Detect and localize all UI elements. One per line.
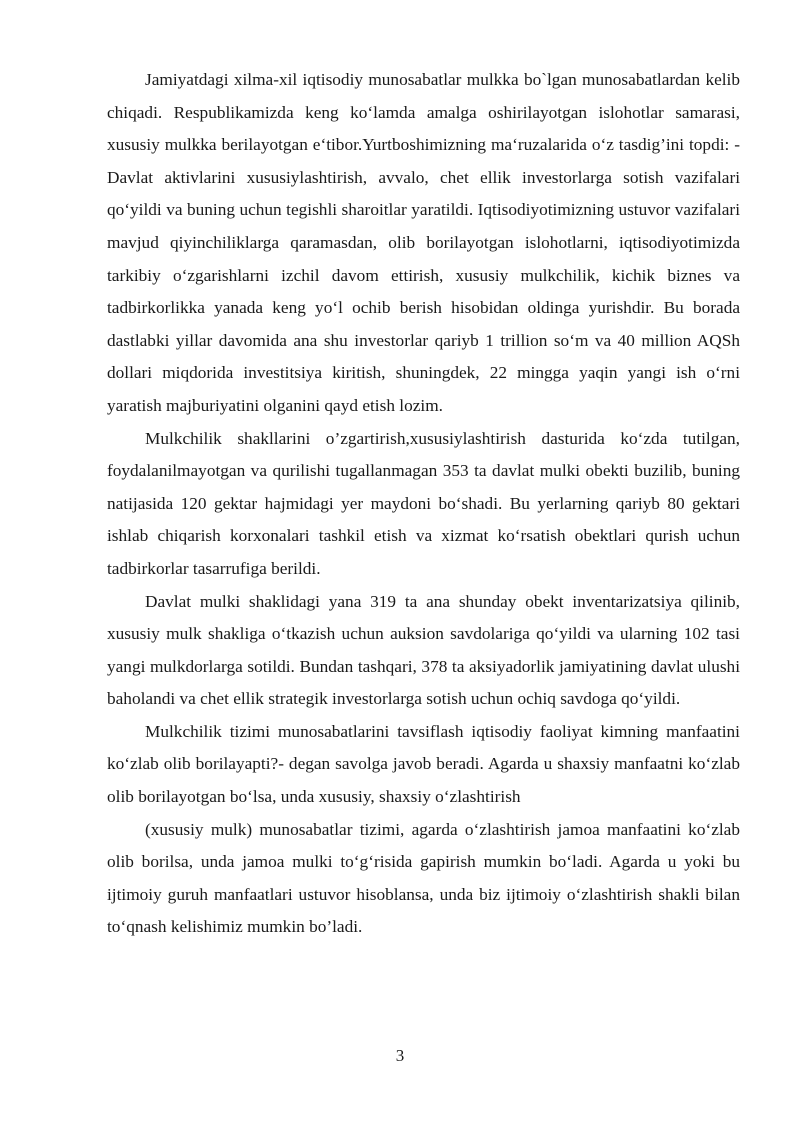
- page-number: 3: [395, 1046, 405, 1065]
- paragraph-5: (xususiy mulk) munosabatlar tizimi, agarda o‘zlashtirish jamoa manfaatini ko‘zlab olib borilsa, unda jamoa mulki to‘g‘risida gapirish mumkin bo‘ladi. Agarda u yoki bu ijtimoiy guruh manfaatlari ustuvor hisoblansa, unda biz ijtimoiy o‘zlashtirish shakli bilan to‘qnash kelishimiz mumkin bo’ladi.: [107, 819, 740, 937]
- paragraph-3: Davlat mulki shaklidagi yana 319 ta ana shunday obekt inventarizatsiya qilinib, xususiy mulk shakliga o‘tkazish uchun auksion savdolariga qo‘yildi va ularning 102 tasi yangi mulkdorlarga sotildi. Bundan tashqari, 378 ta aksiyadorlik jamiyatining davlat ulushi baholandi va chet ellik strategik investorlarga sotish uchun ochiq savdoga qo‘yildi.: [107, 591, 740, 709]
- paragraph-2: Mulkchilik shakllarini o’zgartirish,xususiylashtirish dasturida ko‘zda tutilgan, foydalanilmayotgan va qurilishi tugallanmagan 353 ta davlat mulki obekti buzilib, buning natijasida 120 gektar hajmidagi yer maydoni bo‘shadi. Bu yerlarning qariyb 80 gektari ishlab chiqarish korxonalari tashkil etish va xizmat ko‘rsatish obektlari qurish uchun tadbirkorlar tasarrufiga berildi.: [107, 428, 740, 578]
- document-page: [107, 64, 740, 944]
- paragraph-1: Jamiyatdagi xilma-xil iqtisodiy munosabatlar mulkka bo`lgan munosabatlardan kelib chiqadi. Respublikamizda keng ko‘lamda amalga oshirilayotgan islohotlar samarasi, xususiy mulkka berilayotgan e‘tibor.Yurtboshimizning ma‘ruzalarida o‘z tasdig’ini topdi: - Davlat aktivlarini xususiylashtirish, avvalo, chet ellik investorlarga sotish vazifalari qo‘yildi va buning uchun tegishli sharoitlar yaratildi. Iqtisodiyotimizning ustuvor vazifalari mavjud qiyinchiliklarga qaramasdan, olib borilayotgan islohotlarni, iqtisodiyotimizda tarkibiy o‘zgarishlarni izchil davom ettirish, xususiy mulkchilik, kichik biznes va tadbirkorlikka yanada keng yo‘l ochib berish hisobidan oldinga yurishdir. Bu borada dastlabki yillar davomida ana shu investorlar qariyb 1 trillion so‘m va 40 million AQSh dollari miqdorida investitsiya kiritish, shuningdek, 22 mingga yaqin yangi ish o‘rni yaratish majburiyatini olganini qayd etish lozim.: [107, 70, 740, 415]
- paragraph-4: Mulkchilik tizimi munosabatlarini tavsiflash iqtisodiy faoliyat kimning manfaatini ko‘zlab olib borilayapti?- degan savolga javob beradi. Agarda u shaxsiy manfaatni ko‘zlab olib borilayotgan bo‘lsa, unda xususiy, shaxsiy o‘zlashtirish: [107, 721, 740, 807]
